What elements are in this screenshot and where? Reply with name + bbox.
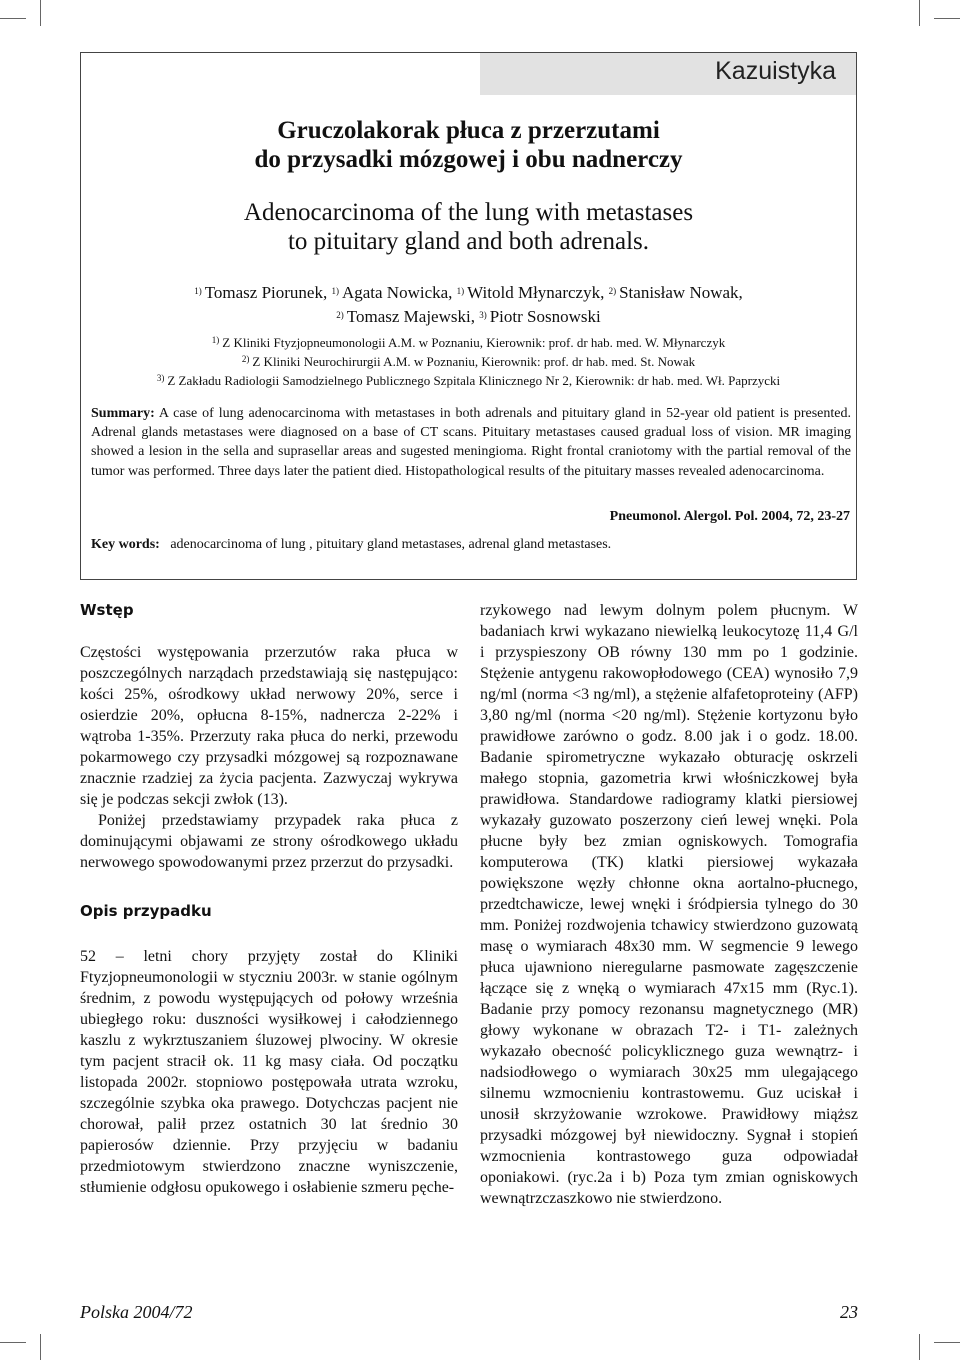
heading-case: Opis przypadku <box>80 902 212 920</box>
summary-label: Summary: <box>91 406 155 421</box>
paragraph: Poniżej przedstawiamy przypadek raka płuca z dominującymi objawami ze strony ośrodkowego układu nerwowego spowodowanymi przez przerzut do przysadki. <box>80 812 458 871</box>
page-number: 23 <box>840 1302 858 1322</box>
right-column <box>480 600 858 1209</box>
affiliation-1: $^{1)}$ Z Kliniki Ftyzjopneumonologii A.M. w Poznaniu, Kierownik: prof. dr hab. med. W. Młynarczyk <box>211 335 726 350</box>
footer-journal: Polska 2004/72 <box>80 1302 193 1322</box>
paragraph: rzykowego nad lewym dolnym polem płucnym. W badaniach krwi wykazano niewielką leukocytozę 11,4 G/l i przyspieszony OB równy 130 mm po 1 godzinie. Stężenie antygenu rakowopłodowego (CEA) wynosiło 7,9 ng/ml (norma <3 ng/ml), a stężenie alfafetoproteiny (AFP) 3,80 ng/ml (norma <20 ng/ml). Stężenie kortyzonu było prawidłowe zarówno o godz. 8.00 jak i o godz. 18.00. Badanie spirometryczne wykazało obturację oskrzeli małego stopnia, gazometria krwi włośniczkowej była prawidłowa. Standardowe radiogramy klatki piersiowej wykazały guzowato poszerzony cień lewej wnęki. Pola płucne były bez zmian ogniskowych. Tomografia komputerowa (TK) klatki piersiowej wykazała powiększone węzły chłonne okna aortalno-płucnego, przedtchawicze, lewej wnęki i śródpiersia tylnego do 30 mm. Poniżej rozdwojenia tchawicy stwierdzono guzowatą masę o wymiarach 48x30 mm. W segmencie 9 lewego płuca ujawniono nieregularne pasmowate zagęszczenie łączące się z wnęką o wymiarach 47x15 mm (Ryc.1). Badanie przy pomocy rezonansu magnetycznego (MR) głowy wykonane w obrazach T2- i T1- zależnych wykazało obecność policyklicznego guza wewnątrz- i nadsiodłowego o wymiarach 30x25 mm ulegającego silnemu wzmocnieniu kontrastowemu. Guz uciskał i unosił skrzyżowanie wzrokowe. Prawidłowy miąższ przysadki mózgowej był niewidoczny. Sygnał i stopień wzmocnienia kontrastowego guza odpowiadał oponiakowi. (ryc.2a i b) Poza tym zmian ogniskowych wewnątrzczaszkowo nie stwierdzono. <box>480 602 858 1207</box>
left-column <box>80 600 458 1198</box>
crop-mark <box>40 1334 41 1360</box>
keywords-label: Key words: <box>91 537 160 552</box>
crop-mark <box>40 0 41 26</box>
crop-mark <box>919 0 920 26</box>
crop-mark <box>934 18 960 19</box>
crop-mark <box>0 1342 26 1343</box>
section-label: Kazuistyka <box>715 57 836 85</box>
summary <box>91 404 851 481</box>
affiliation-2: $^{2)}$ Z Kliniki Neurochirurgii A.M. w Poznaniu, Kierownik: prof. dr hab. med. St. Nowak <box>241 354 696 369</box>
authors <box>80 281 857 329</box>
crop-mark <box>0 18 26 19</box>
crop-mark <box>934 1342 960 1343</box>
paragraph: Częstości występowania przerzutów raka płuca w poszczególnych narządach przedstawiają się następująco: kości 25%, ośrodkowy układ nerwowy 20%, serce i osierdzie 20%, opłucna 8-15%, nadnercza 2-22% i wątroba 1-35%. Przerzuty raka płuca do nerki, przewodu pokarmowego czy przysadki mózgowej są rozpoznawane znacznie rzadziej za życia pacjenta. Zazwyczaj wykrywa się je podczas sekcji zwłok (13). <box>80 644 458 808</box>
affiliations <box>80 333 857 390</box>
keywords-text: adenocarcinoma of lung , pituitary gland metastases, adrenal gland metastases. <box>170 537 612 552</box>
affiliation-3: $^{3)}$ Z Zakładu Radiologii Samodzielnego Publicznego Szpitala Klinicznego Nr 2, Kierownik: dr hab. med. Wł. Paprzycki <box>156 373 781 388</box>
authors-line-2: $^{2)}$ Tomasz Majewski, $^{3)}$ Piotr Sosnowski <box>336 307 601 326</box>
citation: Pneumonol. Alergol. Pol. 2004, 72, 23-27 <box>609 509 850 524</box>
heading-intro: Wstęp <box>80 601 134 619</box>
paragraph: 52 – letni chory przyjęty został do Kliniki Ftyzjopneumonologii w styczniu 2003r. w stanie ogólnym średnim, z powodu występujących od połowy września ubiegłego roku: duszności wysiłkowej i całodziennego kaszlu z wykrztuszaniem śluzowej plwociny. W okresie tym pacjent stracił ok. 11 kg masy ciała. Od początku listopada 2002r. stopniowo postępowała utrata wzroku, szczególnie szybka oka prawego. Dotychczas pacjent nie chorował, palił przez ostatnich 30 lat średnio 30 papierosów dziennie. Przy przyjęciu w badaniu przedmiotowym stwierdzono znaczne wyniszczenie, stłumienie odgłosu opukowego i osłabienie szmeru pęche- <box>80 948 458 1196</box>
title-english: Adenocarcinoma of the lung with metastases to pituitary gland and both adrenals. <box>243 199 694 255</box>
keywords <box>91 537 851 553</box>
title-polish: Gruczolakorak płuca z przerzutami do przysadki mózgowej i obu nadnerczy <box>254 117 683 173</box>
section-tab <box>480 53 856 95</box>
summary-text: A case of lung adenocarcinoma with metastases in both adrenals and pituitary gland in 52-year old patient is presented. Adrenal glands metastases were diagnosed on a base of CT scans. Pituitary metastases caused gradual loss of vision. MR imaging showed a lesion in the sella and suprasellar areas and sugested meningioma. Right frontal craniotomy with the partial removal of the tumor was performed. Three days later the patient died. Histopathological results of the pituitary masses revealed adenocarcinoma. <box>91 406 851 479</box>
crop-mark <box>919 1334 920 1360</box>
authors-line-1: $^{1)}$ Tomasz Piorunek, $^{1)}$ Agata Nowicka, $^{1)}$ Witold Młynarczyk, $^{2)}$ Stanisław Nowak, <box>194 283 743 302</box>
